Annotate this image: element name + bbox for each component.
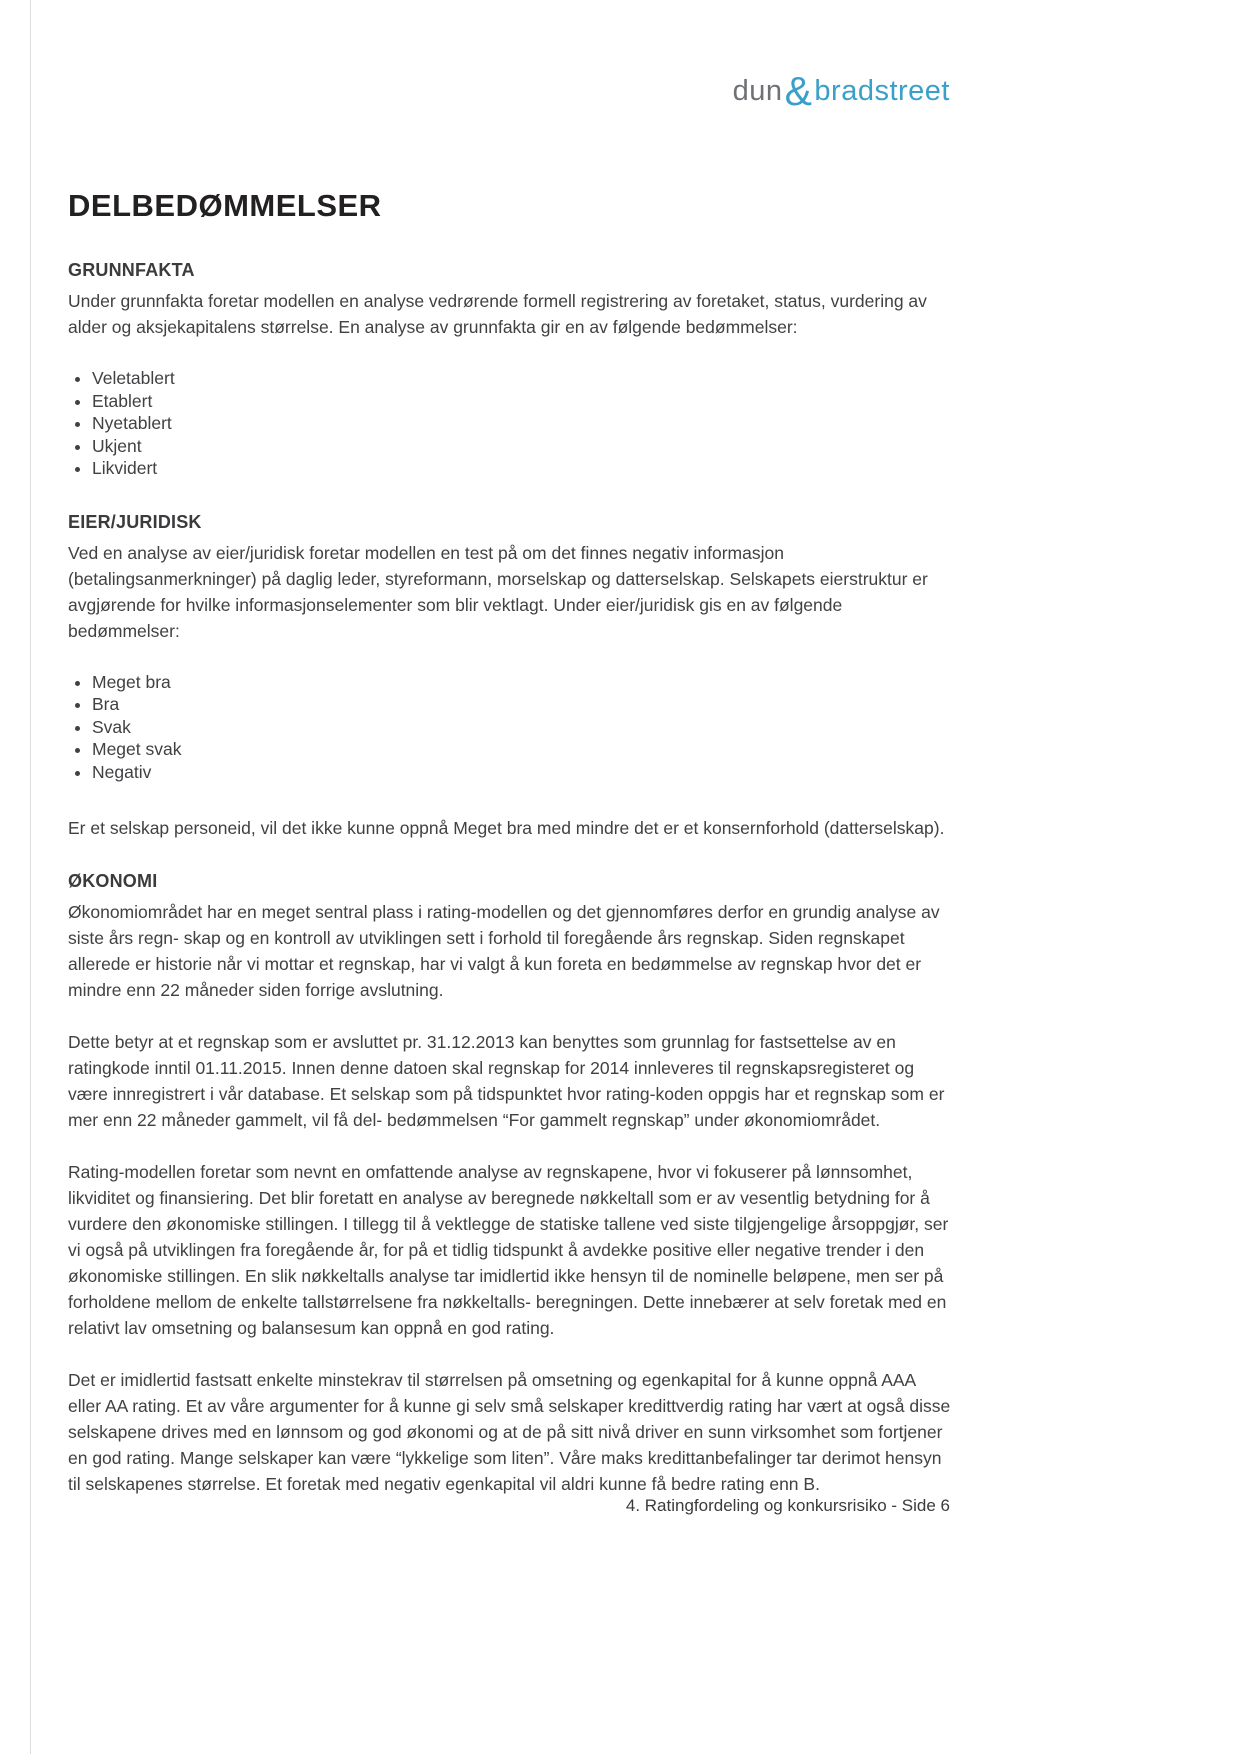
logo-text-dun: dun: [732, 75, 783, 107]
eier-juridisk-bullet-list: [68, 671, 952, 784]
grunnfakta-intro-paragraph: Under grunnfakta foretar modellen en analyse vedrørende formell registrering av foretaket, status, vurdering av alder og aksjekapitalens størrelse. En analyse av grunnfakta gir en av følgende bedømmelser:: [68, 291, 927, 337]
okonomi-paragraph-2: Dette betyr at et regnskap som er avsluttet pr. 31.12.2013 kan benyttes som grunnlag for fastsettelse av en ratingkode inntil 01.11.2015. Innen denne datoen skal regnskap for 2014 innleveres til regnskapsregisteret og være innregistrert i vår database. Et selskap som på tidspunktet hvor rating-koden oppgis har et regnskap som er mer enn 22 måneder gammelt, vil få del- bedømmelsen “For gammelt regnskap” under økonomiområdet.: [68, 1032, 945, 1130]
page-title: DELBEDØMMELSER: [68, 188, 382, 223]
section-heading-grunnfakta: GRUNNFAKTA: [68, 260, 195, 280]
okonomi-paragraph-4: Det er imidlertid fastsatt enkelte minstekrav til størrelsen på omsetning og egenkapital for å kunne oppnå AAA eller AA rating. Et av våre argumenter for å kunne gi selv små selskaper kredittverdig rating har vært at også disse selskapene drives med en lønnsom og god økonomi og at de på sitt nivå driver en sunn virksomhet som fortjener en god rating. Mange selskaper kan være “lykkelige som liten”. Våre maks kredittanbefalinger tar derimot hensyn til selskapenes størrelse. Et foretak med negativ egenkapital vil aldri kunne få bedre rating enn B.: [68, 1370, 951, 1494]
section-eier-juridisk: [68, 512, 952, 842]
document-content: [68, 0, 952, 1523]
bullet-item: • Negativ: [92, 761, 952, 784]
bullet-item: • Nyetablert: [92, 412, 952, 435]
okonomi-paragraph-1: Økonomiområdet har en meget sentral plass i rating-modellen og det gjennomføres derfor en grundig analyse av siste års regn- skap og en kontroll av utviklingen sett i forhold til foregående års regnskap. Siden regnskapet allerede er historie når vi mottar et regnskap, har vi valgt å kun foreta en bedømmelse av regnskap hvor det er mindre enn 22 måneder siden forrige avslutning.: [68, 902, 940, 1000]
bullet-item: • Veletablert: [92, 367, 952, 390]
bullet-item: • Meget svak: [92, 738, 952, 761]
logo-ampersand: &: [784, 68, 813, 114]
bullet-item: • Svak: [92, 716, 952, 739]
bullet-item: • Etablert: [92, 390, 952, 413]
section-heading-okonomi: ØKONOMI: [68, 871, 158, 891]
page-footer: 4. Ratingfordeling og konkursrisiko - Side 6: [625, 1496, 950, 1515]
logo-text-bradstreet: bradstreet: [814, 75, 950, 107]
okonomi-paragraph-3: Rating-modellen foretar som nevnt en omfattende analyse av regnskapene, hvor vi fokuserer på lønnsomhet, likviditet og finansiering. Det blir foretatt en analyse av beregnede nøkkeltall som er av vesentlig betydning for å vurdere den økonomiske stillingen. I tillegg til å vektlegge de statiske tallene ved siste tilgjengelige årsoppgjør, ser vi også på utviklingen fra foregående år, for på et tidlig tidspunkt å avdekke positive eller negative trender i den økonomiske stillingen. En slik nøkkeltalls analyse tar imidlertid ikke hensyn til de nominelle beløpene, men ser på forholdene mellom de enkelte tallstørrelsene fra nøkkeltalls- beregningen. Dette innebærer at selv foretak med en relativt lav omsetning og balansesum kan oppnå en god rating.: [68, 1162, 949, 1338]
bullet-item: • Likvidert: [92, 457, 952, 480]
page-left-edge-line: [30, 0, 31, 1754]
bullet-item: • Meget bra: [92, 671, 952, 694]
bullet-item: • Bra: [92, 693, 952, 716]
grunnfakta-bullet-list: [68, 367, 952, 480]
section-heading-eier-juridisk: EIER/JURIDISK: [68, 511, 202, 532]
eier-juridisk-note-paragraph: Er et selskap personeid, vil det ikke kunne oppnå Meget bra med mindre det er et konsernforhold (datterselskap).: [68, 818, 945, 838]
eier-juridisk-intro-paragraph: Ved en analyse av eier/juridisk foretar modellen en test på om det finnes negativ informasjon (betalingsanmerkninger) på daglig leder, styreformann, morselskap og datterselskap. Selskapets eierstruktur er avgjørende for hvilke informasjonselementer som blir vektlagt. Under eier/juridisk gis en av følgende bedømmelser:: [68, 542, 928, 641]
section-okonomi: [68, 871, 952, 1497]
section-grunnfakta: [68, 260, 952, 480]
bullet-item: • Ukjent: [92, 435, 952, 458]
